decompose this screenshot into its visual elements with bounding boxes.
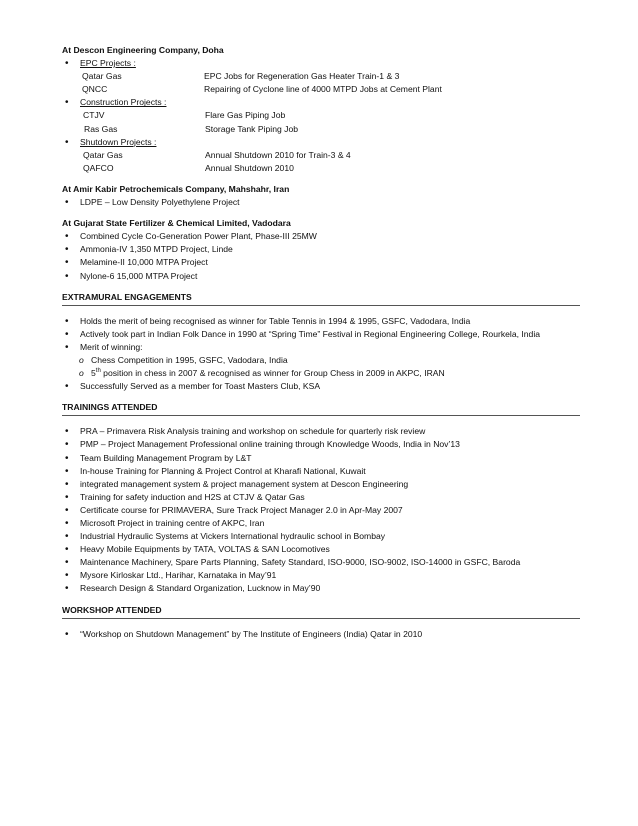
gujarat-list <box>62 230 580 282</box>
spacer <box>62 596 580 604</box>
construction-projects-label: Construction Projects : <box>80 97 167 108</box>
client-name: CTJV <box>83 110 105 121</box>
project-description: Flare Gas Piping Job <box>205 110 286 121</box>
list-item: • Nylone-6 15,000 MTPA Project <box>62 270 580 283</box>
sub-item-text: position in chess in 2007 & recognised as winner for Group Chess in 2009 in AKPC, IRAN <box>100 368 445 379</box>
sub-item-text: Chess Competition in 1995, GSFC, Vadodara, India <box>91 354 288 365</box>
descon-shutdown-list <box>62 136 580 149</box>
list-item: • Combined Cycle Co-Generation Power Plant, Phase-III 25MW <box>62 230 580 243</box>
descon-project-list <box>62 57 580 70</box>
ordinal-suffix: th <box>95 368 101 375</box>
list-item: • Research Design & Standard Organization, Lucknow in May’90 <box>62 582 580 595</box>
project-row <box>62 109 580 122</box>
sub-list-item <box>62 367 580 380</box>
project-description: EPC Jobs for Regeneration Gas Heater Train-1 & 3 <box>204 71 400 82</box>
client-name: QNCC <box>82 84 108 95</box>
list-item: • Industrial Hydraulic Systems at Vickers International hydraulic school in Bombay <box>62 530 580 543</box>
amir-kabir-list <box>62 196 580 209</box>
list-item: • PRA – Primavera Risk Analysis training and workshop on schedule for quarterly risk review <box>62 425 580 438</box>
list-item: • Training for safety induction and H2S at CTJV & Qatar Gas <box>62 491 580 504</box>
client-name: Qatar Gas <box>83 149 123 160</box>
list-item: • Microsoft Project in training centre of AKPC, Iran <box>62 517 580 530</box>
client-name: QAFCO <box>83 162 114 173</box>
list-item <box>62 136 580 149</box>
shutdown-projects-label: Shutdown Projects : <box>80 136 157 147</box>
workshop-list <box>62 628 580 641</box>
section-heading-workshop: WORKSHOP ATTENDED <box>62 604 580 619</box>
list-item: • integrated management system & project management system at Descon Engineering <box>62 478 580 491</box>
client-name: Qatar Gas <box>82 71 122 82</box>
list-item: • Team Building Management Program by L&T <box>62 452 580 465</box>
project-row <box>62 70 580 83</box>
company-heading-gujarat: At Gujarat State Fertilizer & Chemical Limited, Vadodara <box>62 218 291 229</box>
project-row <box>62 83 580 96</box>
spacer <box>62 393 580 401</box>
descon-construction-list <box>62 96 580 109</box>
list-item: • Mysore Kirloskar Ltd., Harihar, Karnataka in May’91 <box>62 569 580 582</box>
trainings-list <box>62 425 580 595</box>
document-body <box>62 44 580 641</box>
list-item: • Merit of winning: <box>62 341 580 354</box>
list-item: • Maintenance Machinery, Spare Parts Planning, Safety Standard, ISO-9000, ISO-9002, ISO-14000 in GSFC, Baroda <box>62 556 580 569</box>
project-row <box>62 123 580 136</box>
list-item <box>62 57 580 70</box>
list-item: • Successfully Served as a member for Toast Masters Club, KSA <box>62 380 580 393</box>
project-description: Annual Shutdown 2010 <box>205 162 294 173</box>
list-item: • PMP – Project Management Professional online training through Knowledge Woods, India in Nov’13 <box>62 438 580 451</box>
project-row <box>62 149 580 162</box>
list-item: • LDPE – Low Density Polyethylene Project <box>62 196 580 209</box>
section-heading-trainings: TRAININGS ATTENDED <box>62 401 580 416</box>
list-item: • In-house Training for Planning & Project Control at Kharafi National, Kuwait <box>62 465 580 478</box>
list-item: • Holds the merit of being recognised as winner for Table Tennis in 1994 & 1995, GSFC, Vadodara, India <box>62 315 580 328</box>
spacer <box>62 283 580 291</box>
spacer <box>62 619 580 628</box>
sub-bullet-marker: o <box>79 368 84 379</box>
company-heading-amir-kabir: At Amir Kabir Petrochemicals Company, Mahshahr, Iran <box>62 183 290 194</box>
project-description: Annual Shutdown 2010 for Train-3 & 4 <box>205 149 351 160</box>
sub-list-item <box>62 354 580 367</box>
extramural-list <box>62 315 580 354</box>
list-item: • Actively took part in Indian Folk Dance in 1990 at “Spring Time” Festival in Regional Engineering College, Rourkela, India <box>62 328 580 341</box>
list-item: • Melamine-II 10,000 MTPA Project <box>62 256 580 269</box>
company-heading-descon: At Descon Engineering Company, Doha <box>62 45 224 55</box>
project-row <box>62 162 580 175</box>
spacer <box>62 209 580 217</box>
spacer <box>62 175 580 183</box>
sub-item-number: 5 <box>91 368 96 379</box>
project-description: Repairing of Cyclone line of 4000 MTPD Jobs at Cement Plant <box>204 84 442 95</box>
epc-projects-label: EPC Projects : <box>80 58 136 69</box>
list-item: • “Workshop on Shutdown Management” by The Institute of Engineers (India) Qatar in 2010 <box>62 628 580 641</box>
project-description: Storage Tank Piping Job <box>205 123 299 134</box>
list-item: • Heavy Mobile Equipments by TATA, VOLTAS & SAN Locomotives <box>62 543 580 556</box>
sub-bullet-marker: o <box>79 354 84 365</box>
list-item <box>62 96 580 109</box>
client-name: Ras Gas <box>84 123 118 134</box>
spacer <box>62 306 580 315</box>
extramural-list-continued <box>62 380 580 393</box>
spacer <box>62 416 580 425</box>
list-item: • Ammonia-IV 1,350 MTPD Project, Linde <box>62 243 580 256</box>
section-heading-extramural: EXTRAMURAL ENGAGEMENTS <box>62 291 580 306</box>
list-item: • Certificate course for PRIMAVERA, Sure Track Project Manager 2.0 in Apr-May 2007 <box>62 504 580 517</box>
